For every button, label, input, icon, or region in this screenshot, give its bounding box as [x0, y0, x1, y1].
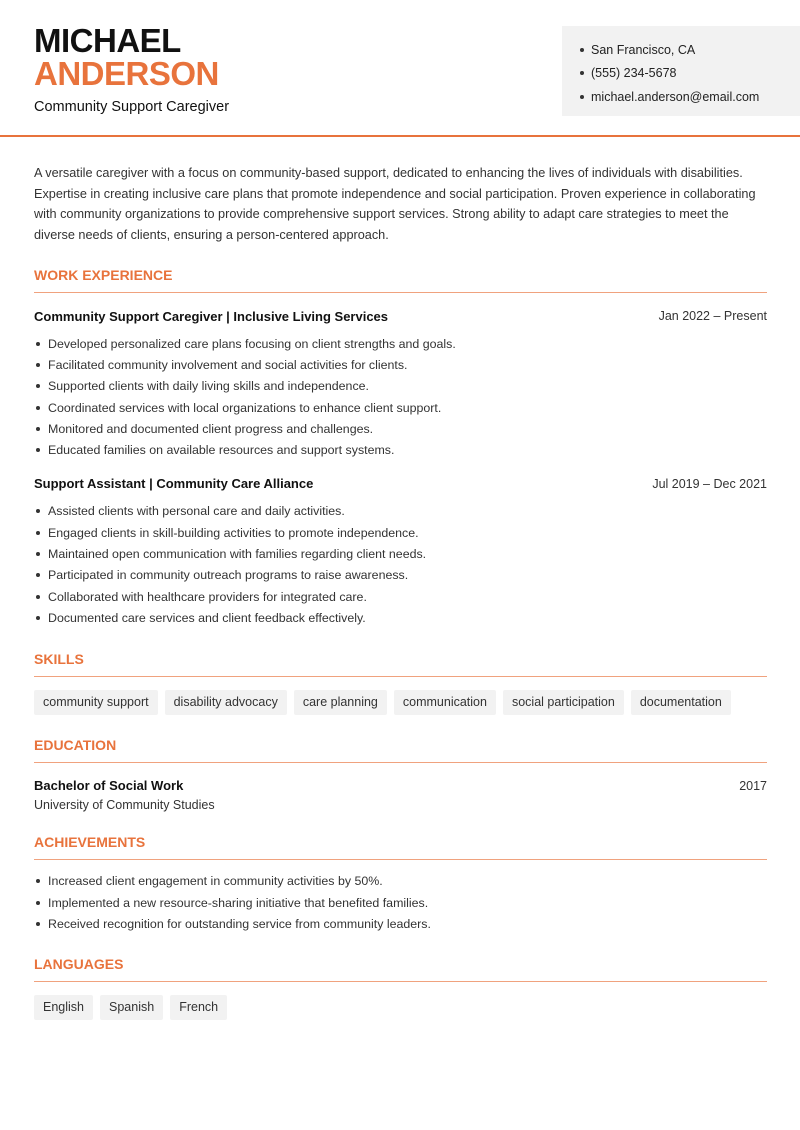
bullet-icon — [36, 901, 40, 905]
achievements-list — [34, 871, 767, 935]
resume-body — [34, 163, 767, 1020]
skill-tag: social participation — [503, 690, 624, 715]
skill-tag: community support — [34, 690, 158, 715]
list-item: Supported clients with daily living skills and independence. — [34, 376, 767, 397]
bullet-icon — [36, 509, 40, 513]
skills-tags — [34, 690, 767, 715]
summary-paragraph: A versatile caregiver with a focus on community-based support, dedicated to enhancing the lives of individuals with disabilities. Expertise in creating inclusive care plans that promote independence and social participation. Proven experience in collaborating with community organizations to provide comprehensive support services. Strong ability to adapt care strategies to meet the diverse needs of clients, ensuring a person-centered approach. — [34, 166, 756, 242]
work-experience-heading: WORK EXPERIENCE — [34, 267, 767, 293]
list-item: Maintained open communication with families regarding client needs. — [34, 543, 767, 564]
bullet-icon — [36, 616, 40, 620]
language-tag: Spanish — [100, 995, 163, 1020]
bullet-icon — [36, 448, 40, 452]
language-tags — [34, 995, 767, 1020]
bullet-icon — [36, 363, 40, 367]
bullet-icon — [580, 48, 584, 52]
bullet-icon — [36, 427, 40, 431]
bullet-icon — [36, 531, 40, 535]
list-item: Coordinated services with local organizations to enhance client support. — [34, 397, 767, 418]
list-item: Facilitated community involvement and social activities for clients. — [34, 354, 767, 375]
job-bullets — [34, 333, 767, 461]
list-item: Monitored and documented client progress and challenges. — [34, 418, 767, 439]
job-entry — [34, 475, 767, 629]
location-text: San Francisco, CA — [591, 42, 696, 57]
degree: Bachelor of Social Work — [34, 778, 184, 794]
language-tag: English — [34, 995, 93, 1020]
skill-tag: care planning — [294, 690, 387, 715]
skill-tag: communication — [394, 690, 496, 715]
bullet-icon — [36, 406, 40, 410]
list-item: Received recognition for outstanding service from community leaders. — [34, 913, 767, 934]
list-item: Increased client engagement in community activities by 50%. — [34, 871, 767, 892]
job-role: Community Support Caregiver | Inclusive Living Services — [34, 308, 389, 324]
list-item: Developed personalized care plans focusing on client strengths and goals. — [34, 333, 767, 354]
job-dates: Jul 2019 – Dec 2021 — [652, 476, 767, 491]
skill-tag: documentation — [631, 690, 731, 715]
bullet-icon — [580, 71, 584, 75]
job-entry — [34, 307, 767, 461]
graduation-year: 2017 — [739, 778, 767, 793]
phone-text: (555) 234-5678 — [591, 66, 677, 81]
skills-heading: SKILLS — [34, 651, 767, 677]
bullet-icon — [580, 95, 584, 99]
bullet-icon — [36, 342, 40, 346]
list-item: Educated families on available resources and support systems. — [34, 439, 767, 460]
contact-location — [580, 38, 800, 62]
contact-box — [562, 26, 800, 116]
achievements-heading: ACHIEVEMENTS — [34, 834, 767, 860]
contact-phone — [580, 62, 800, 86]
education-entry — [34, 777, 767, 812]
school-name: University of Community Studies — [34, 797, 215, 812]
bullet-icon — [36, 595, 40, 599]
bullet-icon — [36, 879, 40, 883]
list-item: Collaborated with healthcare providers for integrated care. — [34, 586, 767, 607]
bullet-icon — [36, 922, 40, 926]
skill-tag: disability advocacy — [165, 690, 287, 715]
list-item: Documented care services and client feedback effectively. — [34, 607, 767, 628]
email-text[interactable]: michael.anderson@email.com — [591, 89, 760, 104]
list-item: Participated in community outreach programs to raise awareness. — [34, 565, 767, 586]
bullet-icon — [36, 573, 40, 577]
list-item: Implemented a new resource-sharing initiative that benefited families. — [34, 892, 767, 913]
job-bullets — [34, 501, 767, 629]
list-item: Engaged clients in skill-building activities to promote independence. — [34, 522, 767, 543]
job-title: Community Support Caregiver — [34, 99, 230, 115]
first-name: MICHAEL — [34, 22, 181, 59]
bullet-icon — [36, 384, 40, 388]
job-dates: Jan 2022 – Present — [658, 309, 767, 323]
language-tag: French — [170, 995, 227, 1020]
list-item: Assisted clients with personal care and daily activities. — [34, 501, 767, 522]
contact-email[interactable] — [580, 85, 800, 109]
bullet-icon — [36, 552, 40, 556]
languages-heading: LANGUAGES — [34, 956, 767, 982]
job-role: Support Assistant | Community Care Alliance — [34, 476, 314, 492]
education-heading: EDUCATION — [34, 737, 767, 763]
resume-header — [0, 0, 800, 137]
last-name: ANDERSON — [34, 55, 219, 92]
